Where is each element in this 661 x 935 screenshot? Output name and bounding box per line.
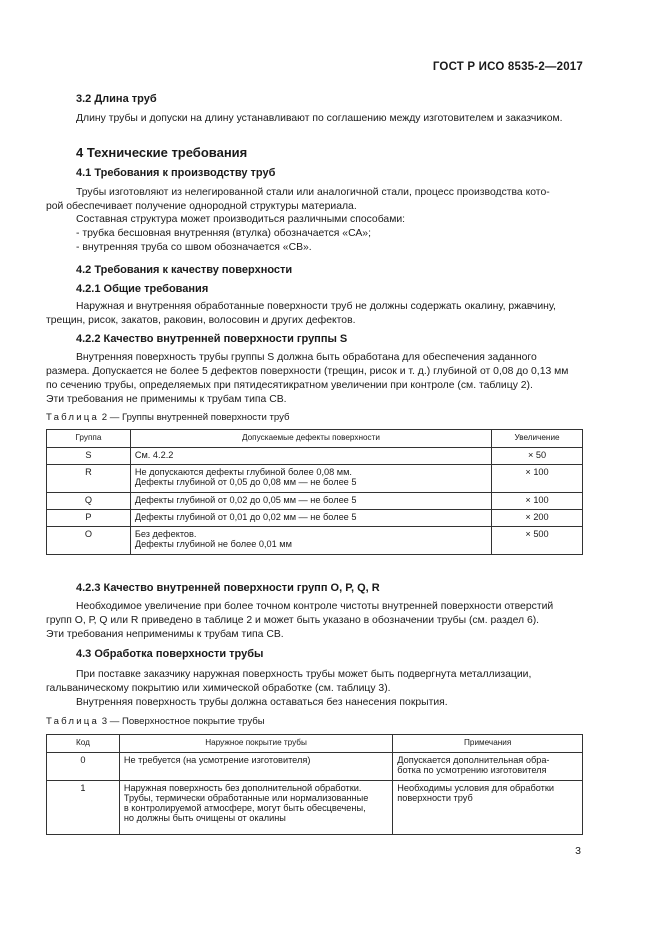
table-2-magnification-cell: × 50 <box>492 448 583 465</box>
table-3-header-code: Код <box>47 735 120 753</box>
section-4-2-1-title: 4.2.1 Общие требования <box>76 283 209 295</box>
section-4-3-line2: гальваническому покрытию или химической обработке (см. таблицу 3). <box>46 683 391 694</box>
table-2-header-magnification: Увеличение <box>492 430 583 448</box>
table-3-caption-word: Таблица <box>46 716 100 727</box>
section-4-1-list-item-ca: - трубка бесшовная внутренняя (втулка) обозначается «СА»; <box>76 228 371 239</box>
section-4-title: 4 Технические требования <box>76 145 248 160</box>
table-2-caption <box>46 412 290 423</box>
section-4-2-2-line3: по сечению трубы, определяемых при пятидесятикратном увеличении при контроле (см. таблицу 2). <box>46 380 533 391</box>
table-2-caption-word: Таблица <box>46 412 100 423</box>
table-2-group-cell: Q <box>47 493 131 510</box>
table-row <box>47 753 583 781</box>
section-4-2-1-line2: трещин, рисок, закатов, раковин, волосовин и других дефектов. <box>46 315 356 326</box>
section-3-2-text: Длину трубы и допуски на длину устанавливают по соглашению между изготовителем и заказчиком. <box>76 113 563 124</box>
section-4-2-1-line1: Наружная и внутренняя обработанные поверхности труб не должны содержать окалину, ржавчину, <box>76 301 556 312</box>
section-4-2-2-line2: размера. Допускается не более 5 дефектов поверхности (трещин, рисок и т. д.) глубиной от 0,08 до 0,13 мм <box>46 366 569 377</box>
table-3 <box>46 734 583 835</box>
table-2-header-group: Группа <box>47 430 131 448</box>
table-2-defects-cell: См. 4.2.2 <box>130 448 491 465</box>
table-2-defects-cell: Дефекты глубиной от 0,02 до 0,05 мм — не более 5 <box>130 493 491 510</box>
section-4-2-2-title: 4.2.2 Качество внутренней поверхности группы S <box>76 333 348 345</box>
table-2-group-cell: O <box>47 527 131 555</box>
table-3-notes-cell: Допускается дополнительная обра- ботка по усмотрению изготовителя <box>393 753 583 781</box>
document-header: ГОСТ Р ИСО 8535-2—2017 <box>432 61 583 73</box>
table-3-notes-cell: Необходимы условия для обработки поверхности труб <box>393 781 583 835</box>
table-2-group-cell: P <box>47 510 131 527</box>
section-4-2-2-line1: Внутренняя поверхность трубы группы S должна быть обработана для обеспечения заданного <box>76 352 537 363</box>
table-3-header-coating: Наружное покрытие трубы <box>119 735 392 753</box>
section-4-3-line1: При поставке заказчику наружная поверхность трубы может быть подвергнута металлизации, <box>76 669 532 680</box>
table-row <box>47 493 583 510</box>
section-4-2-3-line1: Необходимое увеличение при более точном контроле чистоты внутренней поверхности отверстий <box>76 601 554 612</box>
page-number: 3 <box>575 845 581 857</box>
table-row <box>47 781 583 835</box>
section-4-2-2-line4: Эти требования не применимы к трубам типа СВ. <box>46 394 287 405</box>
table-3-caption-text: 3 — Поверхностное покрытие трубы <box>101 716 265 727</box>
table-2-defects-cell: Дефекты глубиной от 0,01 до 0,02 мм — не более 5 <box>130 510 491 527</box>
table-2 <box>46 429 583 555</box>
table-3-header-notes: Примечания <box>393 735 583 753</box>
section-3-2-title: 3.2 Длина труб <box>76 93 157 105</box>
section-4-2-title: 4.2 Требования к качеству поверхности <box>76 264 293 276</box>
table-row <box>47 510 583 527</box>
section-4-2-3-title: 4.2.3 Качество внутренней поверхности групп О, Р, Q, R <box>76 582 380 594</box>
table-2-defects-cell: Без дефектов. Дефекты глубиной не более 0,01 мм <box>130 527 491 555</box>
section-4-1-title: 4.1 Требования к производству труб <box>76 167 276 179</box>
table-2-magnification-cell: × 200 <box>492 510 583 527</box>
table-3-code-cell: 1 <box>47 781 120 835</box>
section-4-2-3-line2: групп О, Р, Q или R приведено в таблице 2 и может быть указано в обозначении трубы (см. раздел 6). <box>46 615 540 626</box>
table-2-magnification-cell: × 100 <box>492 465 583 493</box>
table-row <box>47 448 583 465</box>
table-3-coating-cell: Наружная поверхность без дополнительной обработки. Трубы, термически обработанные или нормализованные в контролируемой атмосфере, могут быть обесцвечены, но должны быть очищены от окалины <box>119 781 392 835</box>
section-4-1-para2: Составная структура может производиться различными способами: <box>76 214 406 225</box>
table-2-caption-text: 2 — Группы внутренней поверхности труб <box>101 412 290 423</box>
table-row <box>47 465 583 493</box>
table-2-group-cell: S <box>47 448 131 465</box>
table-3-coating-cell: Не требуется (на усмотрение изготовителя) <box>119 753 392 781</box>
section-4-3-title: 4.3 Обработка поверхности трубы <box>76 648 264 660</box>
table-2-defects-cell: Не допускаются дефекты глубиной более 0,08 мм. Дефекты глубиной от 0,05 до 0,08 мм — не более 5 <box>130 465 491 493</box>
section-4-2-3-line3: Эти требования неприменимы к трубам типа СВ. <box>46 629 284 640</box>
section-4-1-para1-line1: Трубы изготовляют из нелегированной стали или аналогичной стали, процесс производства кото- <box>76 187 550 198</box>
table-3-code-cell: 0 <box>47 753 120 781</box>
section-4-1-list-item-cb: - внутренняя труба со швом обозначается «СВ». <box>76 242 312 253</box>
table-2-magnification-cell: × 100 <box>492 493 583 510</box>
table-2-magnification-cell: × 500 <box>492 527 583 555</box>
table-3-caption <box>46 716 265 727</box>
section-4-1-para1-line2: рой обеспечивает получение однородной структуры материала. <box>46 201 357 212</box>
table-row <box>47 527 583 555</box>
section-4-3-line3: Внутренняя поверхность трубы должна оставаться без нанесения покрытия. <box>76 697 448 708</box>
table-2-header-defects: Допускаемые дефекты поверхности <box>130 430 491 448</box>
table-2-group-cell: R <box>47 465 131 493</box>
